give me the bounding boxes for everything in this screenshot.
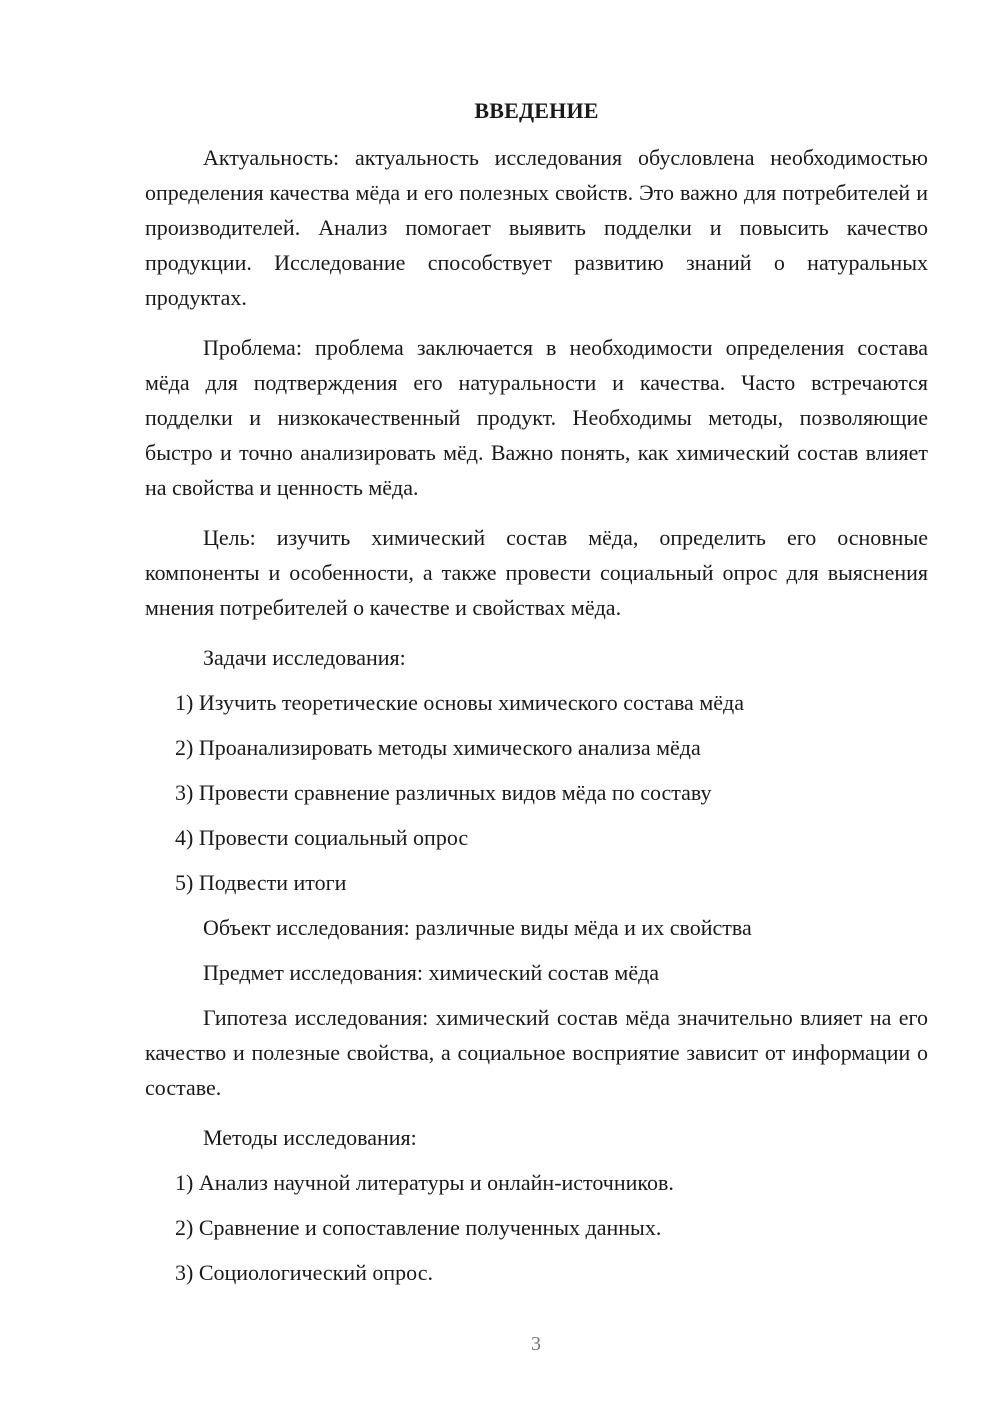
section-title: ВВЕДЕНИЕ [474, 98, 599, 123]
object-line: Объект исследования: различные виды мёда и их свойства [203, 915, 752, 940]
task-item: 2) Проанализировать методы химического анализа мёда [175, 735, 701, 760]
hypothesis-paragraph: Гипотеза исследования: химический состав мёда значительно влияет на его качество и полезные свойства, а социальное восприятие зависит от информации о составе. [145, 1005, 928, 1100]
task-item: 4) Провести социальный опрос [175, 825, 469, 850]
task-item: 3) Провести сравнение различных видов мёда по составу [175, 780, 712, 805]
subject-line: Предмет исследования: химический состав мёда [203, 960, 660, 985]
method-item: 2) Сравнение и сопоставление полученных данных. [175, 1215, 662, 1240]
page-content [145, 96, 928, 1300]
method-item: 1) Анализ научной литературы и онлайн-источников. [175, 1170, 674, 1195]
tasks-heading: Задачи исследования: [203, 645, 406, 670]
method-item: 3) Социологический опрос. [175, 1260, 433, 1285]
task-item: 5) Подвести итоги [175, 870, 347, 895]
problem-paragraph: Проблема: проблема заключается в необходимости определения состава мёда для подтверждения его натуральности и качества. Часто встречаются подделки и низкокачественный продукт. Необходимы методы, позволяющие быстро и точно анализировать мёд. Важно понять, как химический состав влияет на свойства и ценность мёда. [145, 335, 928, 500]
methods-heading: Методы исследования: [203, 1125, 417, 1150]
relevance-paragraph: Актуальность: актуальность исследования обусловлена необходимостью определения качества мёда и его полезных свойств. Это важно для потребителей и производителей. Анализ помогает выявить подделки и повысить качество продукции. Исследование способствует развитию знаний о натуральных продуктах. [145, 145, 928, 310]
goal-paragraph: Цель: изучить химический состав мёда, определить его основные компоненты и особенности, а также провести социальный опрос для выяснения мнения потребителей о качестве и свойствах мёда. [145, 525, 928, 620]
task-item: 1) Изучить теоретические основы химического состава мёда [175, 690, 744, 715]
page-number: 3 [531, 1333, 541, 1355]
